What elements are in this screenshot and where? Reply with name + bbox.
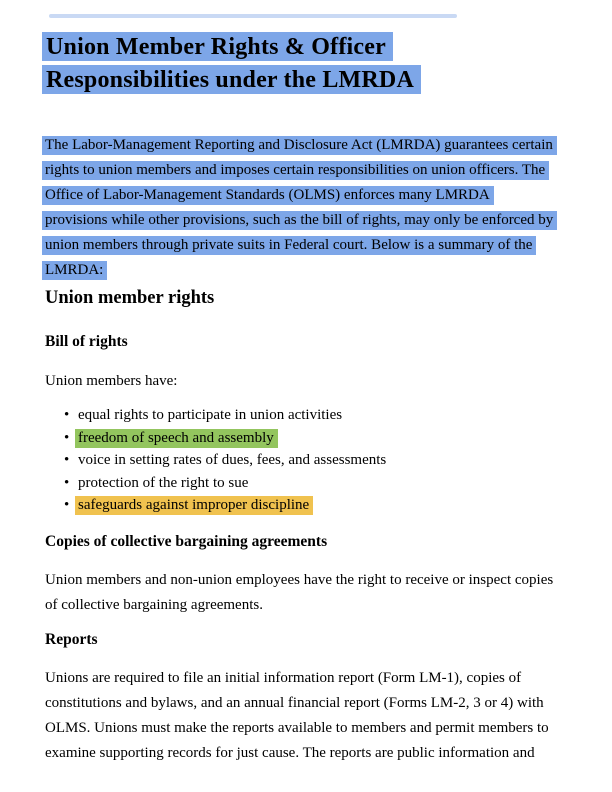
- heading-bill-of-rights: Bill of rights: [45, 333, 128, 350]
- list-item: [45, 404, 567, 427]
- list-item: [45, 472, 567, 495]
- intro-highlight: LMRDA:: [42, 261, 107, 280]
- paragraph-line: of collective bargaining agreements.: [45, 596, 263, 613]
- intro-line: [45, 208, 567, 233]
- paragraph-line: OLMS. Unions must make the reports available to members and permit members to: [45, 719, 549, 736]
- intro-highlight: Office of Labor-Management Standards (OLMS) enforces many LMRDA: [42, 186, 494, 205]
- paragraph-line: Unions are required to file an initial information report (Form LM-1), copies of: [45, 669, 522, 686]
- paragraph-line: Union members and non-union employees have the right to receive or inspect copies: [45, 571, 554, 588]
- title-line: [45, 64, 567, 97]
- intro-highlight: provisions while other provisions, such as the bill of rights, may only be enforced by: [42, 211, 557, 230]
- intro-line: [45, 258, 567, 283]
- bill-of-rights-lead: Union members have:: [45, 373, 178, 389]
- bullet-text-green-highlight: freedom of speech and assembly: [75, 429, 278, 448]
- list-item: [45, 494, 567, 517]
- intro-line: [45, 183, 567, 208]
- intro-highlight: union members through private suits in Federal court. Below is a summary of the: [42, 236, 536, 255]
- intro-line: [45, 158, 567, 183]
- paragraph-line: constitutions and bylaws, and an annual financial report (Forms LM-2, 3 or 4) with: [45, 694, 544, 711]
- bullet-text: equal rights to participate in union activities: [78, 407, 343, 423]
- intro-line: [45, 133, 567, 158]
- list-item: [45, 427, 567, 450]
- list-item: [45, 449, 567, 472]
- copies-paragraph: [45, 568, 567, 618]
- heading-reports: Reports: [45, 630, 98, 648]
- intro-highlight: rights to union members and imposes certain responsibilities on union officers. The: [42, 161, 549, 180]
- rights-bullet-list: [45, 404, 567, 517]
- heading-union-member-rights: Union member rights: [45, 288, 215, 308]
- title-line-1-highlight: Union Member Rights & Officer: [42, 32, 393, 61]
- bullet-text-yellow-highlight: safeguards against improper discipline: [75, 496, 313, 515]
- intro-line: [45, 233, 567, 258]
- intro-paragraph: [45, 133, 567, 283]
- bullet-text: voice in setting rates of dues, fees, and assessments: [78, 452, 387, 468]
- heading-copies-of-agreements: Copies of collective bargaining agreements: [45, 532, 328, 550]
- paragraph-line: examine supporting records for just cause. The reports are public information and: [45, 744, 535, 761]
- title-line: [45, 31, 567, 64]
- bullet-text: protection of the right to sue: [78, 474, 249, 491]
- intro-highlight: The Labor-Management Reporting and Disclosure Act (LMRDA) guarantees certain: [42, 136, 557, 155]
- title-line-2-highlight: Responsibilities under the LMRDA: [42, 65, 421, 94]
- highlighted-blank-line: [49, 14, 457, 18]
- document-title: [45, 31, 567, 97]
- reports-paragraph: [45, 666, 567, 766]
